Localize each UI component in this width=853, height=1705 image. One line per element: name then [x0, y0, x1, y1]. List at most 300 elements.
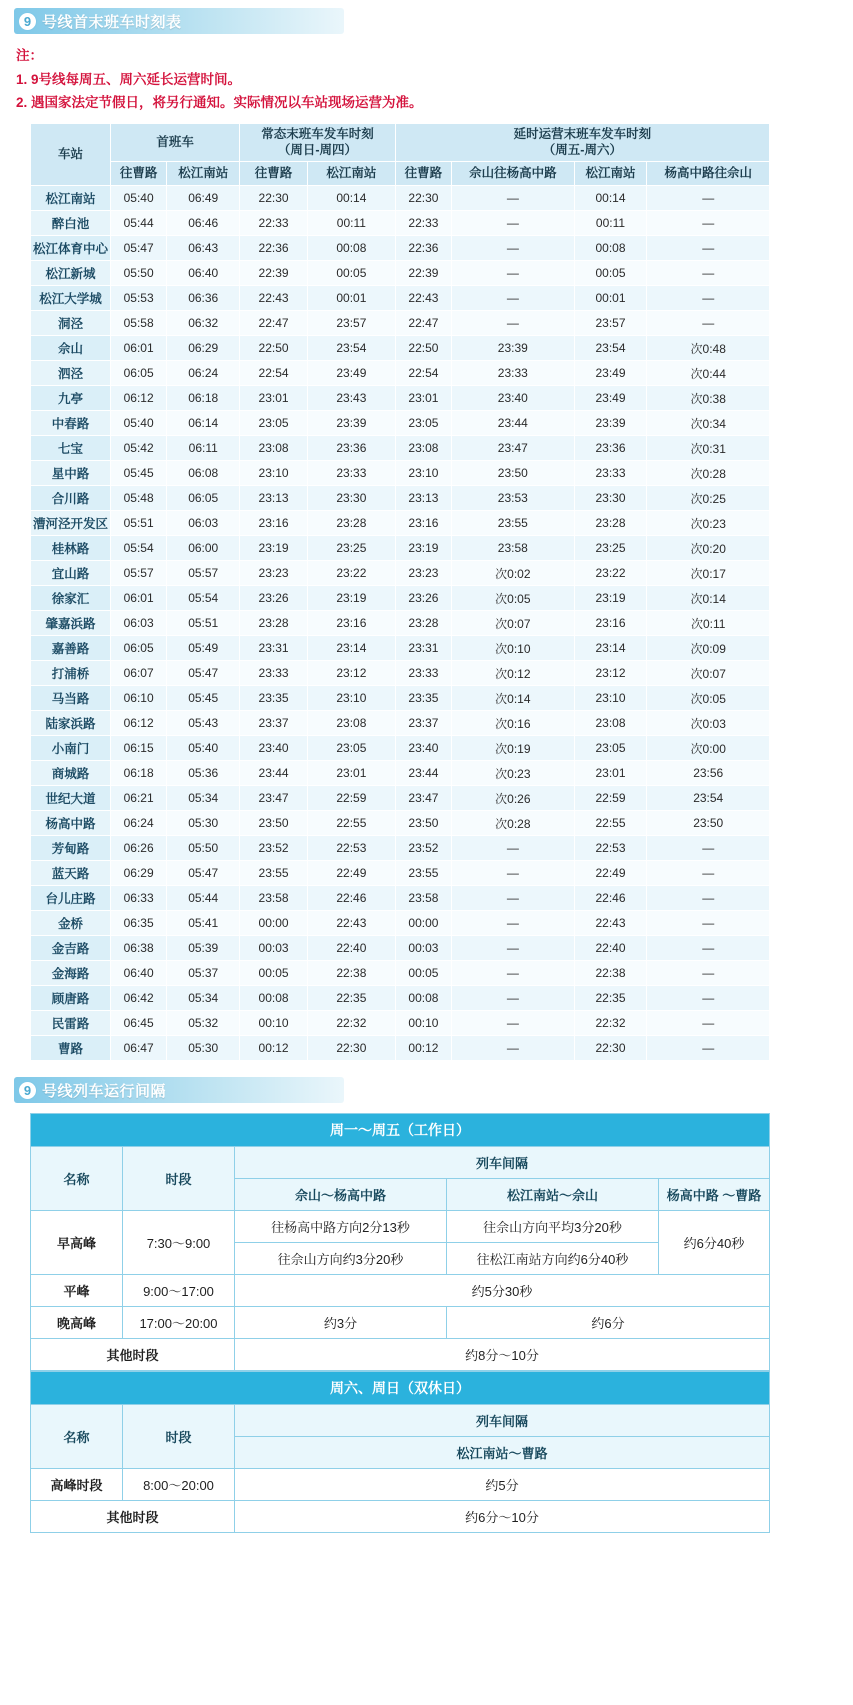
time-cell: 23:54	[647, 786, 770, 811]
time-cell: 06:45	[111, 1011, 167, 1036]
time-cell: 00:00	[395, 911, 451, 936]
weekday-row-offpeak	[31, 1275, 770, 1307]
time-cell: 23:49	[574, 361, 647, 386]
station-name-cell: 世纪大道	[31, 786, 111, 811]
time-cell: 05:53	[111, 286, 167, 311]
weekday-band-label: 周一～周五（工作日）	[31, 1114, 770, 1147]
time-cell: 06:07	[111, 661, 167, 686]
subheader-ext-sheshan-to-yanggaozhonglu: 佘山往杨高中路	[452, 162, 575, 186]
time-cell: 23:33	[574, 461, 647, 486]
time-cell: 22:39	[240, 261, 308, 286]
header-ext-last-line1: 延时运营末班车发车时刻	[513, 126, 652, 141]
weekend-peak-name: 高峰时段	[31, 1469, 123, 1501]
time-cell: 23:44	[452, 411, 575, 436]
time-cell: 22:43	[395, 286, 451, 311]
time-cell: 23:43	[307, 386, 395, 411]
time-cell: 00:01	[574, 286, 647, 311]
time-cell: 23:49	[307, 361, 395, 386]
time-cell: 22:33	[395, 211, 451, 236]
notes-block	[16, 44, 853, 115]
station-name-cell: 打浦桥	[31, 661, 111, 686]
time-cell: 05:43	[167, 711, 240, 736]
time-cell: 次0:25	[647, 486, 770, 511]
subheader-ext-to-songjiangnan: 松江南站	[574, 162, 647, 186]
time-cell: 23:44	[395, 761, 451, 786]
time-cell: 次0:00	[647, 736, 770, 761]
station-name-cell: 嘉善路	[31, 636, 111, 661]
time-cell: 23:05	[395, 411, 451, 436]
time-cell: 00:05	[307, 261, 395, 286]
time-cell: 23:10	[307, 686, 395, 711]
time-cell: 00:11	[574, 211, 647, 236]
interval-section-title: 号线列车运行间隔	[42, 1082, 167, 1100]
time-cell: 23:14	[307, 636, 395, 661]
time-cell: 23:12	[574, 661, 647, 686]
time-cell: 06:00	[167, 536, 240, 561]
time-cell: 次0:17	[647, 561, 770, 586]
table-row	[31, 261, 770, 286]
time-cell: 22:32	[574, 1011, 647, 1036]
table-row	[31, 386, 770, 411]
table-row	[31, 311, 770, 336]
time-cell: 次0:05	[647, 686, 770, 711]
weekday-other-name: 其他时段	[31, 1339, 235, 1371]
line-number-badge-2: 9	[18, 1081, 37, 1100]
time-cell: 05:57	[167, 561, 240, 586]
time-cell: 06:40	[167, 261, 240, 286]
table-row	[31, 611, 770, 636]
time-cell: 次0:28	[647, 461, 770, 486]
time-cell: 05:47	[167, 661, 240, 686]
time-cell: —	[647, 236, 770, 261]
time-cell: 23:50	[452, 461, 575, 486]
time-cell: 23:23	[395, 561, 451, 586]
weekday-evening-peak-name: 晚高峰	[31, 1307, 123, 1339]
time-cell: 06:36	[167, 286, 240, 311]
time-cell: 23:40	[395, 736, 451, 761]
time-cell: —	[452, 1036, 575, 1061]
time-cell: 23:54	[574, 336, 647, 361]
time-cell: —	[452, 261, 575, 286]
time-cell: 23:01	[395, 386, 451, 411]
time-cell: 06:47	[111, 1036, 167, 1061]
time-cell: 05:47	[167, 861, 240, 886]
time-cell: 05:34	[167, 986, 240, 1011]
time-cell: 06:10	[111, 686, 167, 711]
time-cell: 次0:03	[647, 711, 770, 736]
time-cell: 06:33	[111, 886, 167, 911]
time-cell: 23:55	[240, 861, 308, 886]
time-cell: 23:28	[395, 611, 451, 636]
station-name-cell: 民雷路	[31, 1011, 111, 1036]
header-normal-last-line2: （周日-周四）	[277, 142, 358, 157]
time-cell: 23:33	[452, 361, 575, 386]
time-cell: 23:40	[240, 736, 308, 761]
time-cell: 06:05	[111, 636, 167, 661]
time-cell: 23:05	[574, 736, 647, 761]
time-cell: 22:49	[574, 861, 647, 886]
timetable-body	[31, 186, 770, 1061]
station-name-cell: 台儿庄路	[31, 886, 111, 911]
time-cell: 次0:11	[647, 611, 770, 636]
time-cell: 06:08	[167, 461, 240, 486]
table-row	[31, 736, 770, 761]
weekday-offpeak-name: 平峰	[31, 1275, 123, 1307]
time-cell: 次0:07	[647, 661, 770, 686]
time-cell: 23:37	[240, 711, 308, 736]
time-cell: 23:19	[395, 536, 451, 561]
table-row	[31, 861, 770, 886]
time-cell: 23:33	[240, 661, 308, 686]
station-name-cell: 松江新城	[31, 261, 111, 286]
time-cell: 23:35	[395, 686, 451, 711]
time-cell: 00:10	[240, 1011, 308, 1036]
time-cell: 22:46	[574, 886, 647, 911]
station-name-cell: 肇嘉浜路	[31, 611, 111, 636]
time-cell: 06:05	[111, 361, 167, 386]
time-cell: 23:26	[395, 586, 451, 611]
time-cell: —	[647, 911, 770, 936]
time-cell: 22:30	[395, 186, 451, 211]
time-cell: 23:33	[307, 461, 395, 486]
time-cell: 06:38	[111, 936, 167, 961]
time-cell: 06:29	[111, 861, 167, 886]
weekday-row-morning-peak-a	[31, 1211, 770, 1243]
time-cell: 06:35	[111, 911, 167, 936]
page-root	[0, 8, 853, 1553]
time-cell: 06:12	[111, 386, 167, 411]
subheader-normal-to-caolu: 往曹路	[240, 162, 308, 186]
time-cell: 次0:44	[647, 361, 770, 386]
time-cell: 23:36	[574, 436, 647, 461]
time-cell: 23:01	[574, 761, 647, 786]
time-cell: 06:15	[111, 736, 167, 761]
time-cell: 23:54	[307, 336, 395, 361]
time-cell: 22:43	[240, 286, 308, 311]
time-cell: 23:10	[240, 461, 308, 486]
time-cell: —	[452, 286, 575, 311]
time-cell: 23:08	[395, 436, 451, 461]
time-cell: 05:37	[167, 961, 240, 986]
station-name-cell: 商城路	[31, 761, 111, 786]
weekday-col-name: 名称	[31, 1147, 123, 1211]
time-cell: 06:24	[111, 811, 167, 836]
station-name-cell: 金海路	[31, 961, 111, 986]
time-cell: 05:30	[167, 811, 240, 836]
time-cell: 23:30	[307, 486, 395, 511]
time-cell: 22:40	[574, 936, 647, 961]
weekday-seg-yanggao-caolu: 杨高中路 ～曹路	[659, 1179, 770, 1211]
time-cell: —	[452, 236, 575, 261]
time-cell: —	[647, 861, 770, 886]
time-cell: 23:14	[574, 636, 647, 661]
time-cell: 00:11	[307, 211, 395, 236]
time-cell: 23:30	[574, 486, 647, 511]
time-cell: 22:36	[240, 236, 308, 261]
weekday-evening-peak-period: 17:00～20:00	[123, 1307, 235, 1339]
table-row	[31, 961, 770, 986]
station-name-cell: 金吉路	[31, 936, 111, 961]
time-cell: 06:42	[111, 986, 167, 1011]
time-cell: 06:32	[167, 311, 240, 336]
time-cell: 23:47	[395, 786, 451, 811]
table-row	[31, 761, 770, 786]
time-cell: 次0:20	[647, 536, 770, 561]
time-cell: 次0:12	[452, 661, 575, 686]
table-row	[31, 286, 770, 311]
station-name-cell: 芳甸路	[31, 836, 111, 861]
weekday-offpeak-value: 约5分30秒	[235, 1275, 770, 1307]
time-cell: 23:39	[574, 411, 647, 436]
time-cell: 23:55	[452, 511, 575, 536]
first-last-train-timetable	[30, 123, 770, 1061]
time-cell: 22:43	[574, 911, 647, 936]
time-cell: 23:05	[240, 411, 308, 436]
time-cell: 23:13	[395, 486, 451, 511]
table-row	[31, 586, 770, 611]
time-cell: 23:22	[574, 561, 647, 586]
table-row	[31, 436, 770, 461]
time-cell: 23:55	[395, 861, 451, 886]
time-cell: 06:24	[167, 361, 240, 386]
time-cell: 00:01	[307, 286, 395, 311]
time-cell: 23:58	[452, 536, 575, 561]
header-ext-last-line2: （周五-周六）	[542, 142, 622, 157]
time-cell: 22:30	[240, 186, 308, 211]
time-cell: 次0:48	[647, 336, 770, 361]
weekday-morning-peak-seg1-dir2: 往佘山方向约3分20秒	[235, 1243, 447, 1275]
time-cell: 23:39	[452, 336, 575, 361]
weekday-offpeak-period: 9:00～17:00	[123, 1275, 235, 1307]
time-cell: —	[647, 1011, 770, 1036]
time-cell: 次0:26	[452, 786, 575, 811]
station-name-cell: 星中路	[31, 461, 111, 486]
time-cell: 23:16	[307, 611, 395, 636]
time-cell: 05:32	[167, 1011, 240, 1036]
time-cell: 23:50	[647, 811, 770, 836]
time-cell: 23:05	[307, 736, 395, 761]
time-cell: 00:10	[395, 1011, 451, 1036]
header-normal-last-line1: 常态末班车发车时刻	[261, 126, 374, 141]
time-cell: —	[452, 1011, 575, 1036]
table-row	[31, 361, 770, 386]
time-cell: 00:05	[240, 961, 308, 986]
time-cell: 23:08	[307, 711, 395, 736]
time-cell: 23:53	[452, 486, 575, 511]
time-cell: 23:37	[395, 711, 451, 736]
time-cell: 23:01	[240, 386, 308, 411]
timetable-group-header-row	[31, 123, 770, 161]
weekday-seg-sheshan-yanggao: 佘山～杨高中路	[235, 1179, 447, 1211]
time-cell: —	[452, 836, 575, 861]
table-row	[31, 636, 770, 661]
time-cell: 23:47	[240, 786, 308, 811]
time-cell: 00:14	[307, 186, 395, 211]
time-cell: 23:08	[574, 711, 647, 736]
station-name-cell: 泗泾	[31, 361, 111, 386]
time-cell: 22:40	[307, 936, 395, 961]
weekend-col-name: 名称	[31, 1405, 123, 1469]
time-cell: 23:16	[395, 511, 451, 536]
time-cell: —	[647, 1036, 770, 1061]
time-cell: 22:59	[574, 786, 647, 811]
time-cell: 22:30	[574, 1036, 647, 1061]
time-cell: 05:50	[111, 261, 167, 286]
time-cell: 22:47	[240, 311, 308, 336]
time-cell: 05:49	[167, 636, 240, 661]
weekend-peak-value: 约5分	[235, 1469, 770, 1501]
time-cell: 05:44	[167, 886, 240, 911]
bottom-spacer	[0, 1533, 853, 1553]
time-cell: 05:40	[111, 186, 167, 211]
time-cell: 05:51	[167, 611, 240, 636]
time-cell: 05:45	[167, 686, 240, 711]
time-cell: 00:03	[240, 936, 308, 961]
time-cell: 23:47	[452, 436, 575, 461]
time-cell: 23:36	[307, 436, 395, 461]
station-name-cell: 马当路	[31, 686, 111, 711]
time-cell: 06:18	[111, 761, 167, 786]
time-cell: 05:51	[111, 511, 167, 536]
table-row	[31, 811, 770, 836]
timetable-sub-header-row	[31, 162, 770, 186]
time-cell: —	[647, 936, 770, 961]
time-cell: 23:19	[307, 586, 395, 611]
time-cell: —	[647, 261, 770, 286]
header-station: 车站	[31, 123, 111, 185]
time-cell: 23:16	[574, 611, 647, 636]
time-cell: 23:40	[452, 386, 575, 411]
table-row	[31, 561, 770, 586]
time-cell: 23:49	[574, 386, 647, 411]
time-cell: 次0:09	[647, 636, 770, 661]
weekday-morning-peak-name: 早高峰	[31, 1211, 123, 1275]
weekday-morning-peak-seg3: 约6分40秒	[659, 1211, 770, 1275]
weekday-morning-peak-seg2-dir2: 往松江南站方向约6分40秒	[447, 1243, 659, 1275]
station-name-cell: 洞泾	[31, 311, 111, 336]
time-cell: 06:21	[111, 786, 167, 811]
time-cell: 06:49	[167, 186, 240, 211]
time-cell: 00:05	[395, 961, 451, 986]
time-cell: 23:23	[240, 561, 308, 586]
time-cell: —	[452, 936, 575, 961]
weekday-header-row-1	[31, 1147, 770, 1179]
time-cell: 05:40	[111, 411, 167, 436]
time-cell: 22:59	[307, 786, 395, 811]
time-cell: 22:38	[307, 961, 395, 986]
table-row	[31, 1036, 770, 1061]
time-cell: 22:38	[574, 961, 647, 986]
time-cell: 次0:14	[452, 686, 575, 711]
table-row	[31, 711, 770, 736]
time-cell: 次0:16	[452, 711, 575, 736]
weekend-band-label: 周六、周日（双休日）	[31, 1372, 770, 1405]
time-cell: 23:28	[307, 511, 395, 536]
time-cell: 23:10	[395, 461, 451, 486]
station-name-cell: 蓝天路	[31, 861, 111, 886]
time-cell: 次0:23	[647, 511, 770, 536]
station-name-cell: 合川路	[31, 486, 111, 511]
time-cell: —	[452, 911, 575, 936]
weekday-other-value: 约8分～10分	[235, 1339, 770, 1371]
weekday-seg-songjiangnan-sheshan: 松江南站～佘山	[447, 1179, 659, 1211]
time-cell: 23:35	[240, 686, 308, 711]
time-cell: 00:03	[395, 936, 451, 961]
subheader-ext-yanggaozhonglu-to-sheshan: 杨高中路往佘山	[647, 162, 770, 186]
timetable-head	[31, 123, 770, 185]
time-cell: —	[452, 961, 575, 986]
time-cell: —	[452, 861, 575, 886]
time-cell: 22:43	[307, 911, 395, 936]
time-cell: 次0:05	[452, 586, 575, 611]
header-normal-last-train	[240, 123, 396, 161]
weekend-interval-wrapper	[30, 1371, 820, 1533]
station-name-cell: 杨高中路	[31, 811, 111, 836]
timetable-section-title: 号线首末班车时刻表	[42, 13, 182, 31]
time-cell: 22:46	[307, 886, 395, 911]
time-cell: —	[647, 886, 770, 911]
time-cell: 00:14	[574, 186, 647, 211]
table-row	[31, 536, 770, 561]
weekday-evening-peak-value-2: 约6分	[447, 1307, 770, 1339]
time-cell: —	[647, 961, 770, 986]
time-cell: 23:52	[395, 836, 451, 861]
subheader-first-to-songjiangnan: 松江南站	[167, 162, 240, 186]
time-cell: 22:50	[240, 336, 308, 361]
time-cell: 23:33	[395, 661, 451, 686]
weekend-row-peak	[31, 1469, 770, 1501]
time-cell: 06:03	[167, 511, 240, 536]
time-cell: —	[647, 211, 770, 236]
time-cell: 06:26	[111, 836, 167, 861]
time-cell: 23:28	[574, 511, 647, 536]
time-cell: 05:40	[167, 736, 240, 761]
time-cell: 次0:19	[452, 736, 575, 761]
time-cell: 06:05	[167, 486, 240, 511]
time-cell: 22:32	[307, 1011, 395, 1036]
time-cell: 00:08	[574, 236, 647, 261]
station-name-cell: 醉白池	[31, 211, 111, 236]
time-cell: 05:50	[167, 836, 240, 861]
station-name-cell: 松江南站	[31, 186, 111, 211]
time-cell: 23:31	[395, 636, 451, 661]
subheader-first-to-caolu: 往曹路	[111, 162, 167, 186]
time-cell: 22:53	[574, 836, 647, 861]
weekday-morning-peak-seg1-dir1: 往杨高中路方向2分13秒	[235, 1211, 447, 1243]
time-cell: 06:46	[167, 211, 240, 236]
header-extended-last-train	[395, 123, 769, 161]
time-cell: —	[647, 286, 770, 311]
weekday-col-interval: 列车间隔	[235, 1147, 770, 1179]
time-cell: 23:52	[240, 836, 308, 861]
table-row	[31, 186, 770, 211]
time-cell: 00:08	[395, 986, 451, 1011]
time-cell: 23:25	[574, 536, 647, 561]
time-cell: 23:57	[574, 311, 647, 336]
time-cell: —	[647, 836, 770, 861]
time-cell: 05:44	[111, 211, 167, 236]
time-cell: 23:10	[574, 686, 647, 711]
time-cell: 22:33	[240, 211, 308, 236]
note-item-2: 2. 遇国家法定节假日，将另行通知。实际情况以车站现场运营为准。	[16, 95, 423, 111]
time-cell: 05:54	[111, 536, 167, 561]
time-cell: 22:55	[307, 811, 395, 836]
time-cell: 22:53	[307, 836, 395, 861]
time-cell: —	[647, 311, 770, 336]
time-cell: 05:54	[167, 586, 240, 611]
time-cell: 23:58	[395, 886, 451, 911]
station-name-cell: 曹路	[31, 1036, 111, 1061]
